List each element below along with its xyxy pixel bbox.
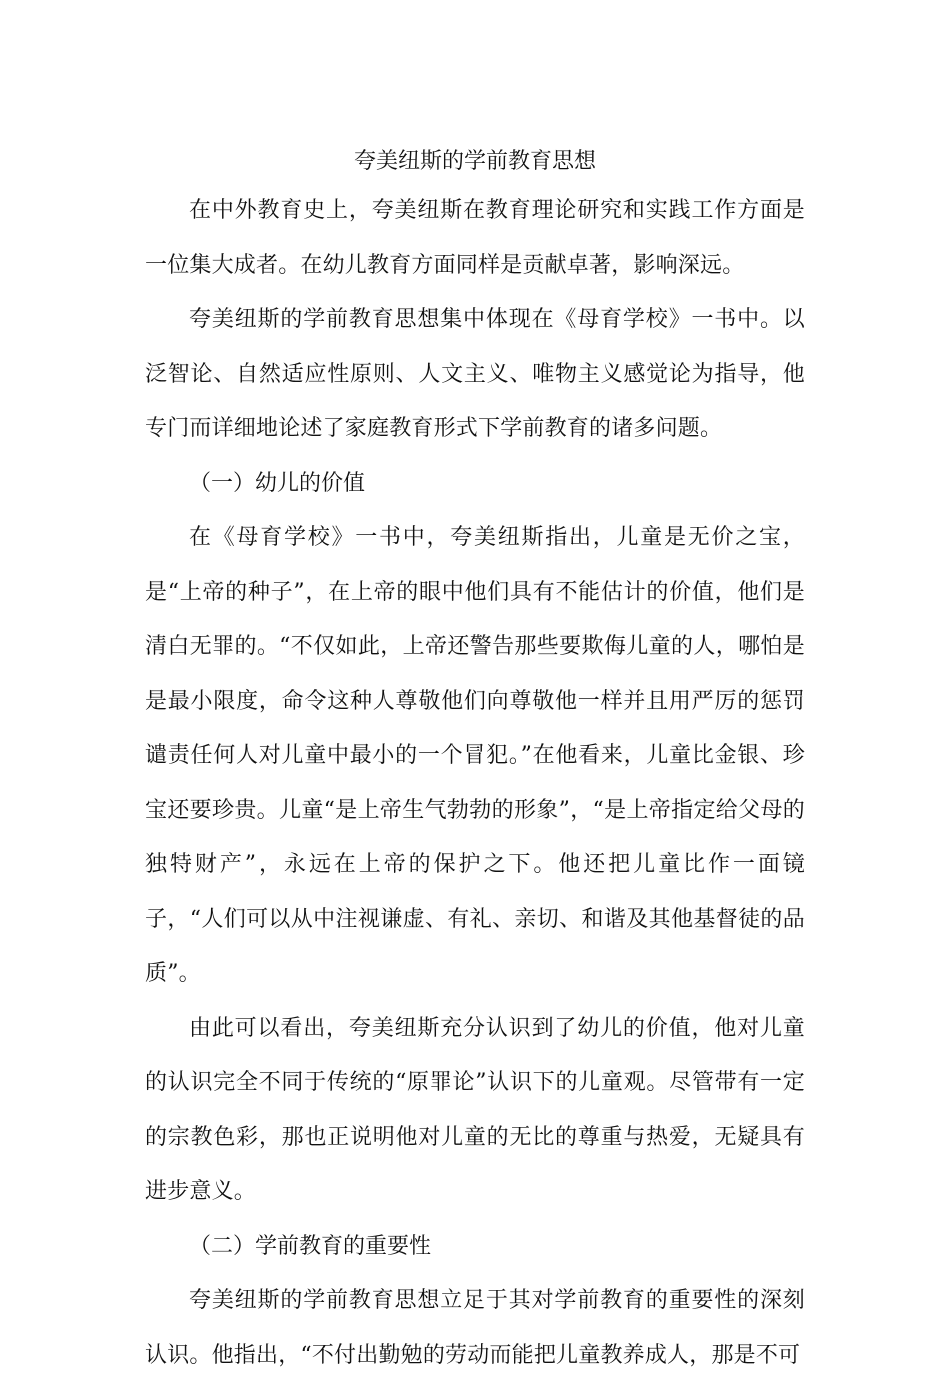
section-heading-1: （一）幼儿的价值 [189, 470, 366, 496]
section1-paragraph-2: 由此可以看出，夸美纽斯充分认识到了幼儿的价值，他对儿童的认识完全不同于传统的“原罪论”认识下的儿童观。尽管带有一定的宗教色彩，那也正说明他对儿童的无比的尊重与热爱，无疑具有进步意义。 [145, 1015, 805, 1204]
intro-paragraph-2: 夸美纽斯的学前教育思想集中体现在《母育学校》一书中。以泛智论、自然适应性原则、人文主义、唯物主义感觉论为指导，他专门而详细地论述了家庭教育形式下学前教育的诸多问题。 [145, 307, 805, 441]
section2-paragraph-1: 夸美纽斯的学前教育思想立足于其对学前教育的重要性的深刻认识。他指出，“不付出勤勉的劳动而能把儿童教养成人，那是不可 [145, 1288, 805, 1368]
section-heading-2: （二）学前教育的重要性 [189, 1233, 432, 1259]
document-title: 夸美纽斯的学前教育思想 [353, 149, 596, 174]
document-body [145, 140, 805, 1383]
section1-paragraph-1: 在《母育学校》一书中，夸美纽斯指出，儿童是无价之宝，是“上帝的种子”，在上帝的眼中他们具有不能估计的价值，他们是清白无罪的。“不仅如此，上帝还警告那些要欺侮儿童的人，哪怕是是最小限度，命令这种人尊敬他们向尊敬他一样并且用严厉的惩罚谴责任何人对儿童中最小的一个冒犯。”在他看来，儿童比金银、珍宝还要珍贵。儿童“是上帝生气勃勃的形象”，“是上帝指定给父母的独特财产”，永远在上帝的保护之下。他还把儿童比作一面镜子，“人们可以从中注视谦虚、有礼、亲切、和谐及其他基督徒的品质”。 [145, 525, 805, 986]
intro-paragraph-1: 在中外教育史上，夸美纽斯在教育理论研究和实践工作方面是一位集大成者。在幼儿教育方面同样是贡献卓著，影响深远。 [145, 198, 805, 278]
